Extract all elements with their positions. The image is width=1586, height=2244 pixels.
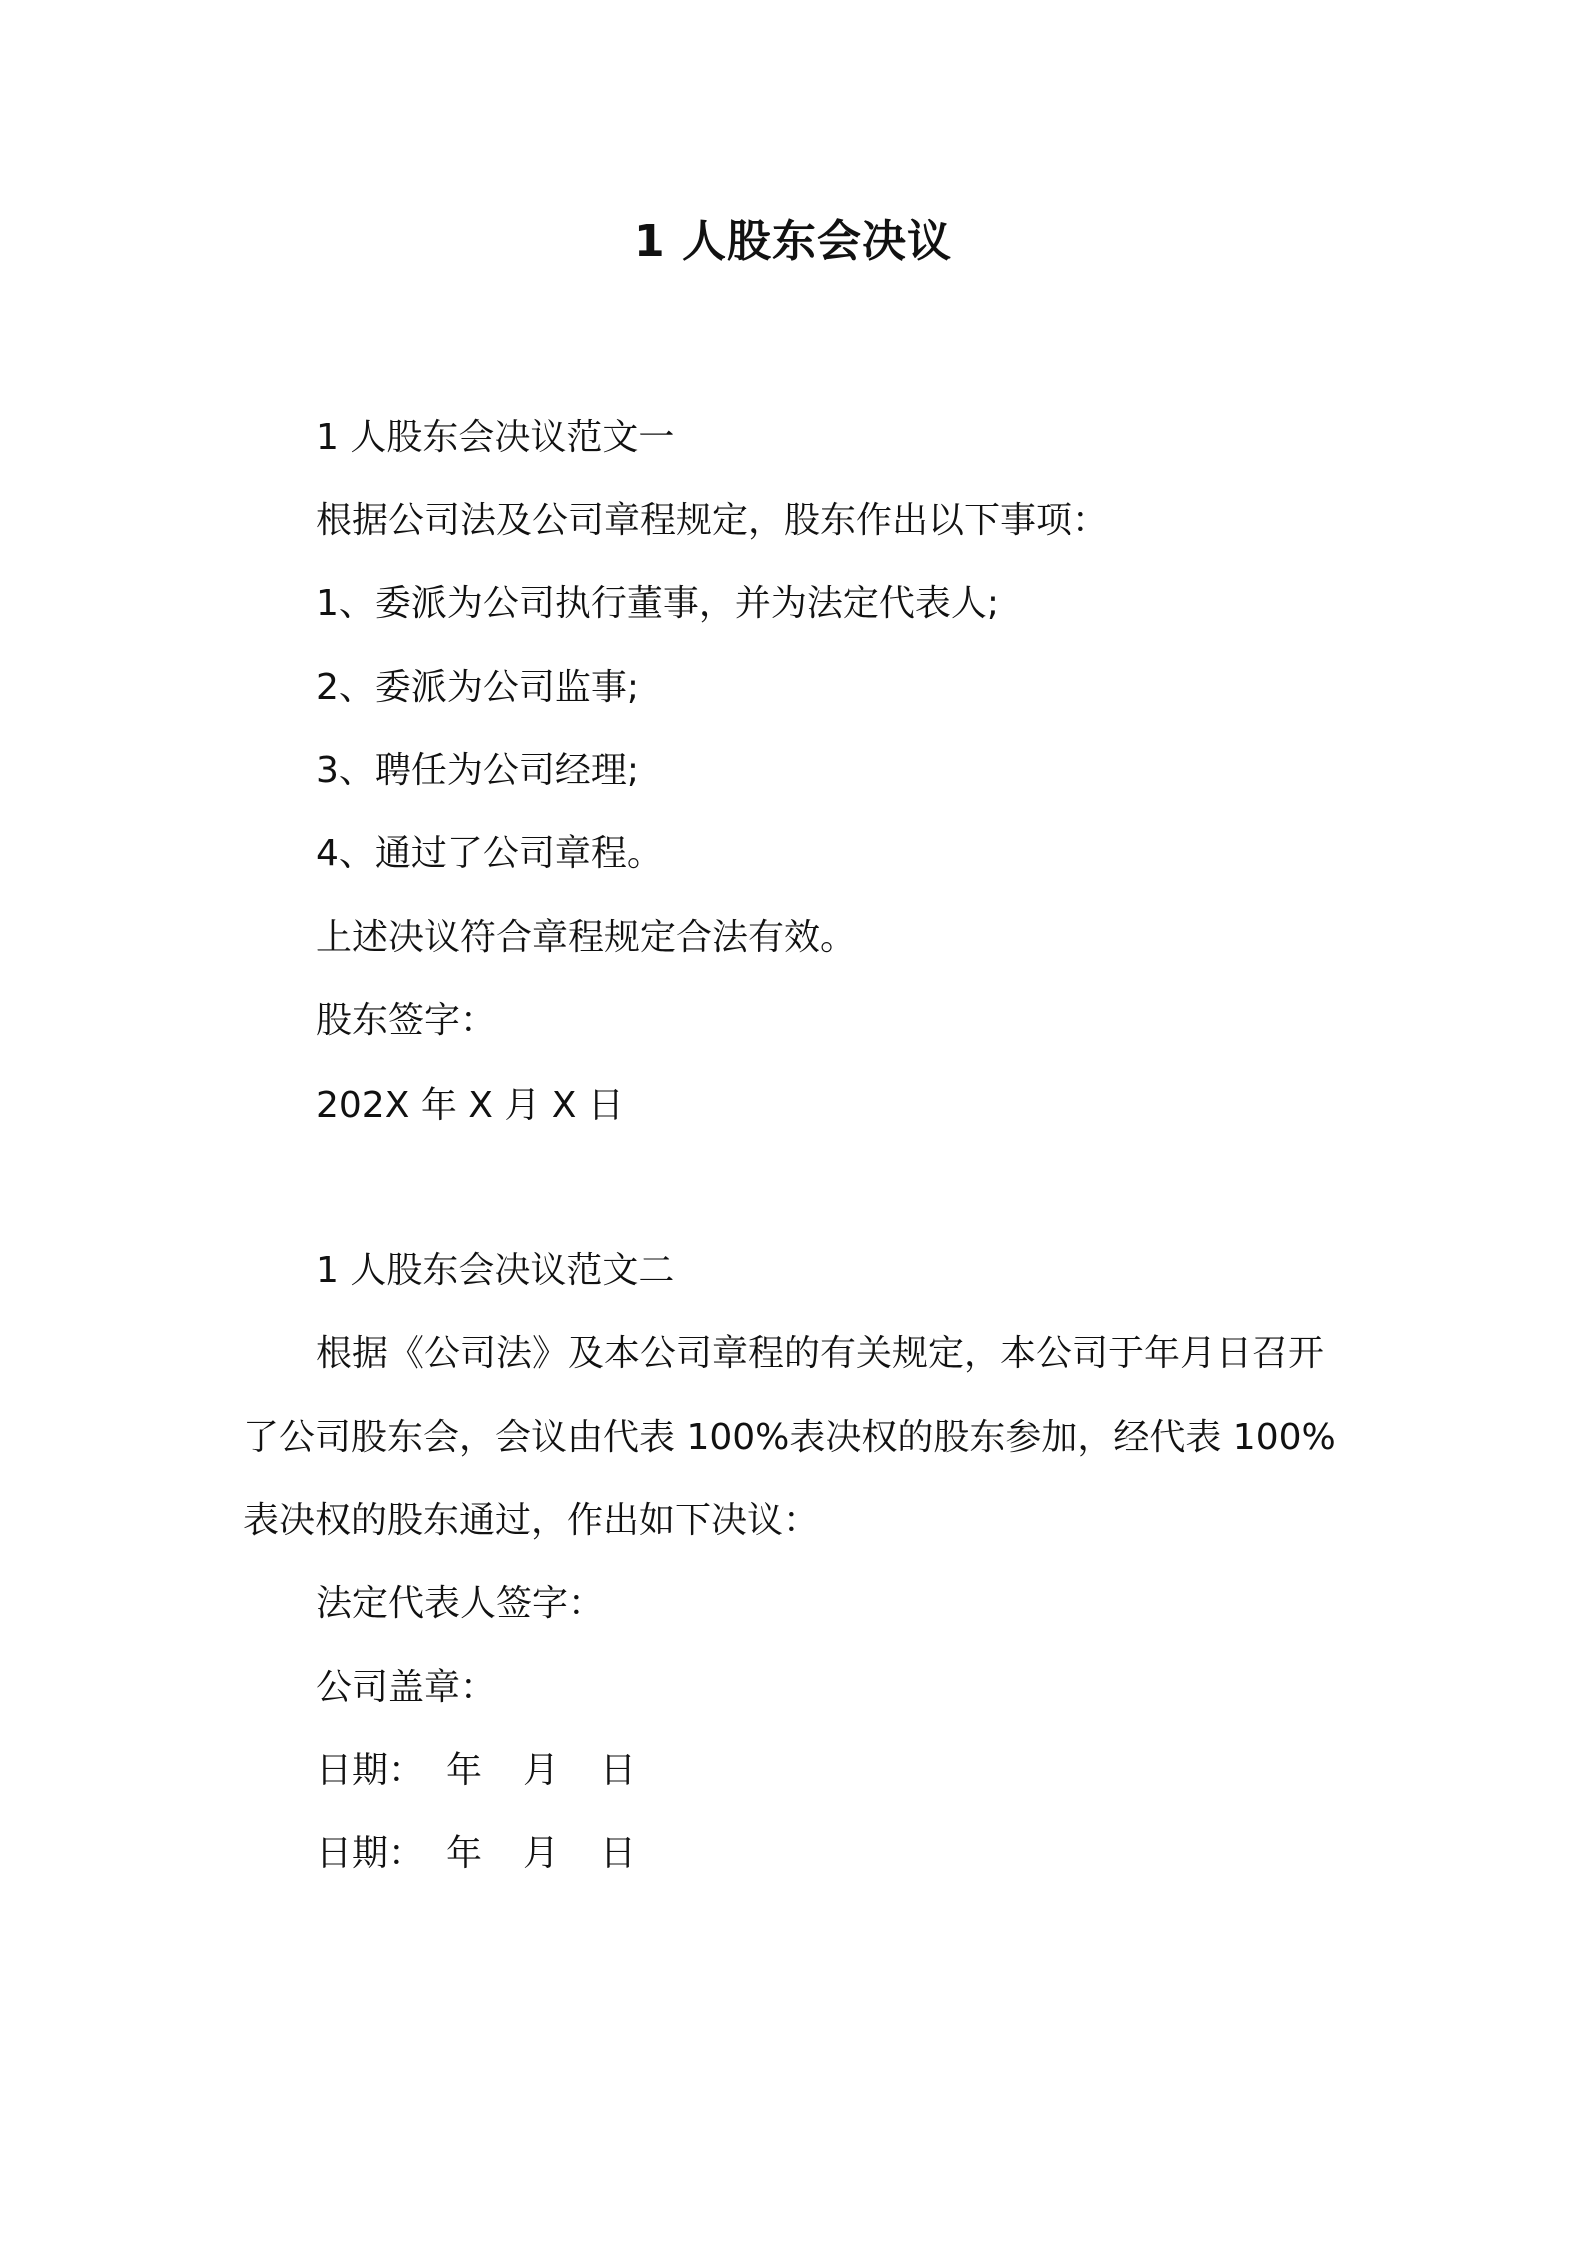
month-label: 月 <box>523 1833 560 1874</box>
resolution-item-4: 4、通过了公司章程。 <box>316 833 663 874</box>
section-2-heading: 1 人股东会决议范文二 <box>316 1250 675 1291</box>
resolution-item-1: 1、委派为公司执行董事，并为法定代表人; <box>316 583 1000 624</box>
section-2-paragraph-line-2: 了公司股东会，会议由代表 100%表决权的股东参加，经代表 100% <box>243 1417 1336 1458</box>
date-label: 日期： <box>316 1833 425 1874</box>
document-title: 1 人股东会决议 <box>634 216 952 267</box>
resolution-item-2: 2、委派为公司监事; <box>316 667 640 708</box>
section-1-date: 202X 年 X 月 X 日 <box>316 1085 624 1126</box>
section-1-heading: 1 人股东会决议范文一 <box>316 417 675 458</box>
section-2-paragraph-line-1: 根据《公司法》及本公司章程的有关规定，本公司于年月日召开 <box>316 1333 1325 1374</box>
shareholder-signature-label: 股东签字： <box>316 1000 497 1041</box>
year-label: 年 <box>446 1833 483 1874</box>
day-label: 日 <box>600 1750 637 1791</box>
date-row-2 <box>316 1830 636 1878</box>
company-seal-label: 公司盖章： <box>316 1667 497 1708</box>
section-2-paragraph-line-3: 表决权的股东通过，作出如下决议： <box>243 1500 820 1541</box>
month-label: 月 <box>523 1750 560 1791</box>
section-1-conclusion: 上述决议符合章程规定合法有效。 <box>316 917 857 958</box>
date-label: 日期： <box>316 1750 425 1791</box>
date-row-1 <box>316 1747 636 1795</box>
section-1-intro: 根据公司法及公司章程规定，股东作出以下事项： <box>316 500 1109 541</box>
legal-representative-signature-label: 法定代表人签字： <box>316 1583 605 1624</box>
resolution-item-3: 3、聘任为公司经理; <box>316 750 640 791</box>
year-label: 年 <box>446 1750 483 1791</box>
day-label: 日 <box>600 1833 637 1874</box>
